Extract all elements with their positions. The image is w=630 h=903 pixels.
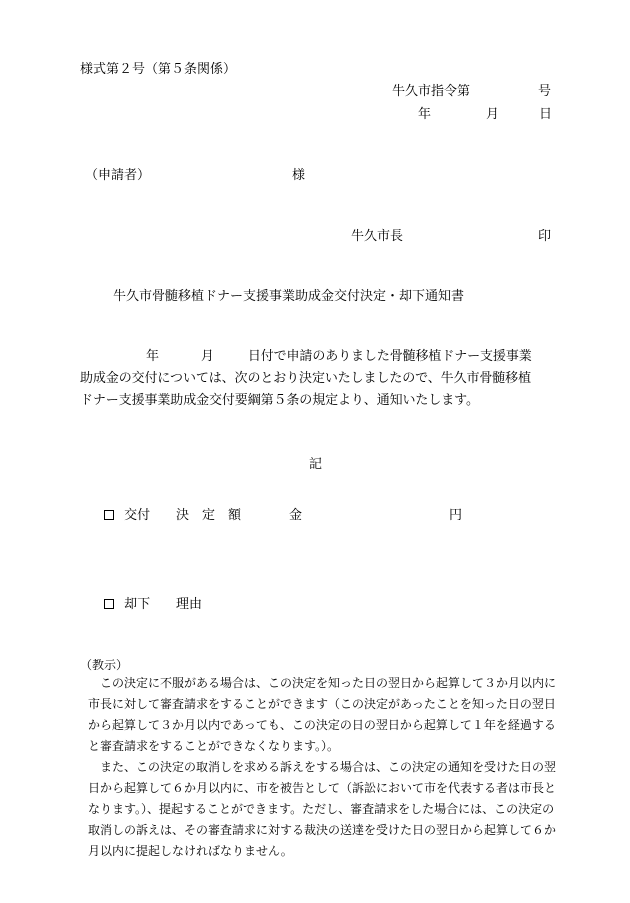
record-marker: 記 [309, 457, 323, 472]
notice-line: 日から起算して６か月以内に、市を被告として（訴訟において市を代表する者は市長と [88, 781, 557, 795]
reject-row [104, 597, 150, 613]
notice-text [88, 673, 556, 862]
body-date-year: 年 [146, 349, 159, 364]
currency-label: 円 [449, 508, 463, 523]
money-label: 金 [289, 508, 303, 523]
body-line-1 [80, 346, 558, 368]
reject-checkbox-label: 却下 [124, 597, 151, 612]
notice-number-suffix: 号 [538, 84, 552, 99]
reason-label: 理由 [176, 597, 203, 612]
document-title: 牛久市骨髄移植ドナー支援事業助成金交付決定・却下通知書 [113, 289, 465, 304]
applicant-honorific: 様 [292, 168, 306, 183]
form-number: 様式第２号（第５条関係） [80, 62, 237, 77]
notice-number-prefix: 牛久市指令第 [392, 84, 471, 99]
header-date-year: 年 [418, 107, 432, 122]
body-line-2: 助成金の交付については、次のとおり決定いたしましたので、牛久市骨髄移植 [80, 371, 531, 386]
applicant-label: （申請者） [85, 168, 151, 183]
amount-label-char-2: 定 [202, 508, 216, 523]
body-date-month: 月 [200, 349, 214, 364]
body-paragraph [80, 346, 558, 412]
header-date-month: 月 [486, 107, 500, 122]
grant-checkbox[interactable] [104, 510, 114, 520]
notice-line: と審査請求をすることができなくなります。）。 [88, 739, 340, 753]
notice-line: 市長に対して審査請求をすることができます（この決定があったことを知った日の翌日 [88, 697, 556, 711]
grant-row [104, 508, 150, 524]
header-date-day: 日 [539, 107, 553, 122]
issuer-name: 牛久市長 [351, 229, 404, 244]
notice-line: 月以内に提起しなければなりません。 [88, 844, 293, 858]
notice-heading: （教示） [80, 658, 129, 672]
amount-label-char-1: 決 [176, 508, 190, 523]
amount-label-char-3: 額 [228, 508, 242, 523]
issuer-seal: 印 [538, 229, 552, 244]
grant-checkbox-label: 交付 [124, 508, 151, 523]
body-line-3: ドナー支援事業助成金交付要綱第５条の規定より、通知いたします。 [80, 393, 479, 408]
notice-line: この決定に不服がある場合は、この決定を知った日の翌日から起算して３か月以内に [88, 676, 557, 690]
notice-line: なります。）、提起することができます。ただし、審査請求をした場合には、この決定の [88, 802, 555, 816]
body-line-1-rest: 日付で申請のありました骨髄移植ドナー支援事業 [247, 349, 532, 364]
notice-line: 取消しの訴えは、その審査請求に対する裁決の送達を受けた日の翌日から起算して６か [88, 823, 557, 837]
notice-line: から起算して３か月以内であっても、この決定の日の翌日から起算して１年を経過する [88, 718, 556, 732]
notice-line: また、この決定の取消しを求める訴えをする場合は、この決定の通知を受けた日の翌 [88, 760, 557, 774]
reject-checkbox[interactable] [104, 599, 114, 609]
